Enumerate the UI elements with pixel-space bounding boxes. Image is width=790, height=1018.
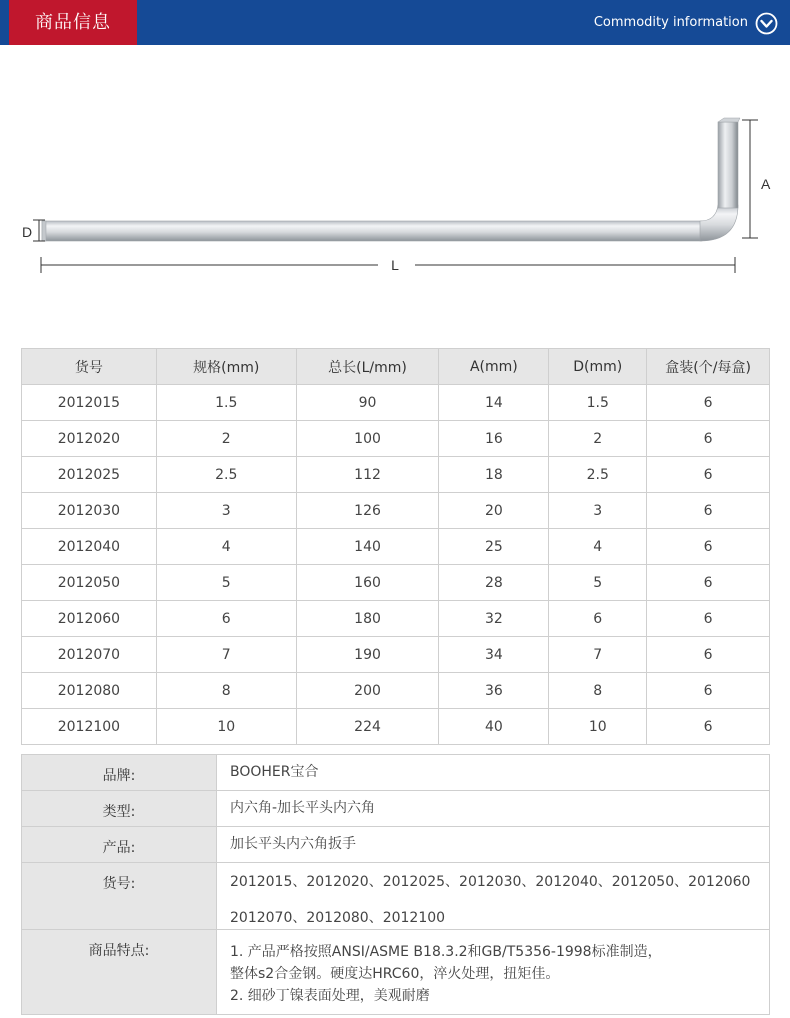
type-label: 类型: [22,791,217,827]
product-value: 加长平头内六角扳手 [217,827,770,863]
features-line-3: 2. 细砂丁镍表面处理，美观耐磨 [230,988,430,1004]
hex-key-dimension-diagram [0,100,790,290]
product-info-table [21,754,770,1015]
table-row [22,637,770,673]
table-row [22,673,770,709]
cell-a: 28 [439,565,549,601]
table-row [22,601,770,637]
cell-length: 100 [296,421,439,457]
table-row [22,709,770,745]
cell-a: 18 [439,457,549,493]
features-label: 商品特点: [22,930,217,1015]
cell-box-qty: 6 [647,421,770,457]
cell-box-qty: 6 [647,601,770,637]
type-value: 内六角-加长平头内六角 [217,791,770,827]
cell-sku: 2012050 [22,565,157,601]
cell-sku: 2012060 [22,601,157,637]
sku-label: 货号: [22,863,217,930]
cell-d: 3 [549,493,647,529]
cell-box-qty: 6 [647,673,770,709]
header-size: 规格(mm) [156,349,296,385]
section-subtitle: Commodity information [593,15,748,30]
cell-a: 36 [439,673,549,709]
table-row [22,493,770,529]
header-box-qty: 盒装(个/每盒) [647,349,770,385]
cell-box-qty: 6 [647,385,770,421]
cell-length: 90 [296,385,439,421]
features-line-1: 1. 产品严格按照ANSI/ASME B18.3.2和GB/T5356-1998标准制造， [230,944,662,960]
cell-d: 2.5 [549,457,647,493]
table-row [22,457,770,493]
cell-a: 25 [439,529,549,565]
section-header [0,0,790,45]
cell-sku: 2012040 [22,529,157,565]
cell-a: 34 [439,637,549,673]
cell-d: 1.5 [549,385,647,421]
cell-sku: 2012070 [22,637,157,673]
table-row [22,385,770,421]
table-row [22,421,770,457]
table-row [22,529,770,565]
info-row-product [22,827,770,863]
cell-size: 8 [156,673,296,709]
cell-a: 14 [439,385,549,421]
cell-box-qty: 6 [647,637,770,673]
cell-d: 2 [549,421,647,457]
label-d: D [21,224,33,240]
chevron-down-icon[interactable] [755,12,778,35]
cell-d: 7 [549,637,647,673]
features-value [217,930,770,1015]
cell-box-qty: 6 [647,565,770,601]
cell-d: 6 [549,601,647,637]
cell-sku: 2012080 [22,673,157,709]
info-row-brand [22,755,770,791]
info-row-features [22,930,770,1015]
brand-value: BOOHER宝合 [217,755,770,791]
dimension-d [22,220,45,241]
cell-box-qty: 6 [647,457,770,493]
cell-length: 140 [296,529,439,565]
dimension-l [41,257,735,273]
spec-table [21,348,770,745]
table-row [22,565,770,601]
cell-length: 112 [296,457,439,493]
cell-length: 190 [296,637,439,673]
cell-box-qty: 6 [647,529,770,565]
cell-length: 126 [296,493,439,529]
cell-size: 3 [156,493,296,529]
cell-size: 6 [156,601,296,637]
cell-sku: 2012020 [22,421,157,457]
hex-key-image [42,118,740,241]
cell-sku: 2012030 [22,493,157,529]
sku-line-2: 2012070、2012080、2012100 [230,910,446,926]
header-length: 总长(L/mm) [296,349,439,385]
header-d: D(mm) [549,349,647,385]
label-a: A [761,176,771,192]
header-sku: 货号 [22,349,157,385]
features-line-2: 整体s2合金钢。硬度达HRC60，淬火处理，扭矩佳。 [230,966,560,982]
sku-value [217,863,770,930]
cell-size: 10 [156,709,296,745]
spec-header-row [22,349,770,385]
cell-d: 8 [549,673,647,709]
cell-a: 40 [439,709,549,745]
cell-size: 2 [156,421,296,457]
cell-a: 32 [439,601,549,637]
cell-sku: 2012100 [22,709,157,745]
info-row-sku [22,863,770,930]
cell-box-qty: 6 [647,709,770,745]
cell-length: 224 [296,709,439,745]
cell-a: 16 [439,421,549,457]
brand-label: 品牌: [22,755,217,791]
cell-a: 20 [439,493,549,529]
cell-d: 4 [549,529,647,565]
cell-size: 1.5 [156,385,296,421]
cell-length: 160 [296,565,439,601]
cell-size: 5 [156,565,296,601]
cell-size: 7 [156,637,296,673]
section-title: 商品信息 [9,0,137,45]
cell-length: 200 [296,673,439,709]
sku-line-1: 2012015、2012020、2012025、2012030、2012040、2012050、2012060 [230,874,751,890]
info-row-type [22,791,770,827]
cell-d: 5 [549,565,647,601]
cell-d: 10 [549,709,647,745]
cell-size: 4 [156,529,296,565]
cell-sku: 2012015 [22,385,157,421]
header-a: A(mm) [439,349,549,385]
product-label: 产品: [22,827,217,863]
dimension-a [742,120,771,238]
cell-size: 2.5 [156,457,296,493]
cell-box-qty: 6 [647,493,770,529]
cell-length: 180 [296,601,439,637]
cell-sku: 2012025 [22,457,157,493]
label-l: L [391,257,399,273]
